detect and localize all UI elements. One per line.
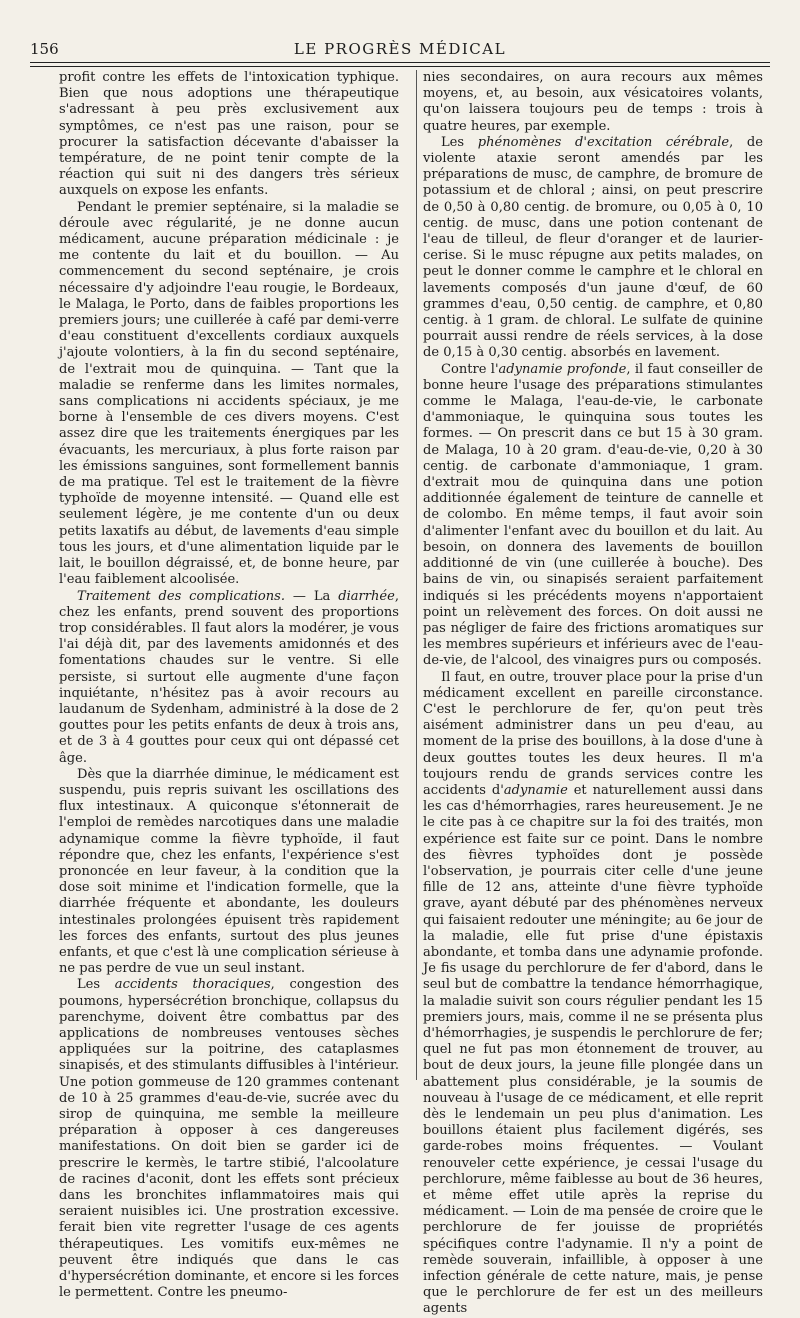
right-column — [423, 70, 763, 1318]
paragraph — [423, 670, 763, 1318]
term: diarrhée — [338, 588, 395, 604]
paragraph: profit contre les effets de l'intoxication typhique. Bien que nous adoptions une thérapeutique s'adressant à peu près exclusivement aux symptômes, ce n'est pas une raison, pour se procurer la satisfaction décevante d'abaisser la température, de ne point tenir compte de la réaction qui suit ni des dangers très sérieux auxquels on expose les enfants. — [59, 70, 399, 199]
paragraph: nies secondaires, on aura recours aux mêmes moyens, et, au besoin, aux vésicatoires volants, qu'on laissera toujours peu de temps : trois à quatre heures, par exemple. — [423, 70, 763, 134]
paragraph — [59, 977, 399, 1301]
text-run: et naturellement aussi dans les cas d'hémorrhagies, rares heureusement. Je ne le cite pas à ce chapitre sur la foi des traités, mon expérience est faite sur ce point. Dans le nombre des fièvres typhoïdes dont je possède l'observation, je pourrais citer celle d'une jeune fille de 12 ans, atteinte d'une fièvre typhoïde grave, ayant débuté par des phénomènes nerveux qui faisaient redouter une méningite; au 6e jour de la maladie, elle fut prise d'une épistaxis abondante, et tomba dans une adynamie profonde. Je fis usage du perchlorure de fer d'abord, dans le seul but de combattre la tendance hémorrhagique, la maladie suivit son cours régulier pendant les 15 premiers jours, mais, comme il ne se présenta plus d'hémorrhagies, je suspendis le perchlorure de fer; quel ne fut pas mon étonnement de trouver, au bout de deux jours, la jeune fille plongée dans un abattement plus considérable, je la soumis de nouveau à l'usage de ce médicament, et elle reprit dès le lendemain un peu plus d'animation. Les bouillons étaient plus facilement digérés, ses garde-robes moins fréquentes. — Voulant renouveler cette expérience, je cessai l'usage du perchlorure, même faiblesse au bout de 36 heures, et même effet utile après la reprise du médicament. — Loin de ma pensée de croire que le perchlorure de fer jouisse de propriétés spécifiques contre l'adynamie. Il n'y a point de remède souverain, infaillible, à opposer à une infection générale de cette nature, mais, je pense que le perchlorure de fer est un des meilleurs agents — [423, 782, 763, 1317]
header-rule-thick — [30, 62, 770, 63]
text-run: Contre l' — [441, 361, 499, 377]
term: accidents thoraciques — [114, 977, 271, 993]
text-run: Les — [77, 977, 115, 993]
text-run: , il faut conseiller de bonne heure l'usage des préparations stimulantes comme le Malaga, l'eau-de-vie, le carbonate d'ammoniaque, le quinquina sous toutes les formes. — On prescrit dans ce but 15 à 30 gram. de Malaga, 10 à 20 gram. d'eau-de-vie, 0,20 à 30 centig. de carbonate d'ammoniaque, 1 gram. d'extrait mou de quinquina dans une potion additionnée également de teinture de cannelle et de colombo. En même temps, il faut avoir soin d'alimenter l'enfant avec du bouillon et du lait. Au besoin, on donnera des lavements de bouillon additionné de vin (une cuillerée à bouche). Des bains de vin, ou sinapisés seraient parfaitement indiqués si les précédents moyens n'apportaient point un relèvement des forces. On doit aussi ne pas négliger de faire des frictions aromatiques sur les membres supérieurs et inférieurs avec de l'eau-de-vie, de l'alcool, des vinaigres purs ou composés. — [423, 361, 763, 669]
running-title: LE PROGRÈS MÉDICAL — [293, 40, 507, 58]
text-run: Il faut, en outre, trouver place pour la prise d'un médicament excellent en pareille circonstance. C'est le perchlorure de fer, qu'on peut très aisément administrer dans un peu d'eau, au moment de la prise des bouillons, à la dose d'une à deux gouttes toutes les deux heures. Il m'a toujours rendu de grands services contre les accidents d' — [423, 669, 763, 798]
paragraph — [423, 362, 763, 670]
term: phénomènes d'excitation cérébrale — [477, 134, 730, 150]
text-run: — La — [285, 588, 339, 604]
header-rule-thin — [30, 66, 770, 67]
page-number: 156 — [30, 40, 59, 58]
column-divider — [416, 70, 417, 1080]
paragraph — [423, 135, 763, 362]
paragraph — [59, 589, 399, 767]
term: adynamie profonde — [498, 361, 627, 377]
text-run: , de violente ataxie seront amendés par les préparations de musc, de camphre, de bromure de potassium et de chloral ; ainsi, on peut prescrire de 0,50 à 0,80 centig. de bromure, ou 0,05 à 0, 10 centig. de musc, dans une potion contenant de l'eau de tilleul, de fleur d'oranger et de laurier-cerise. Si le musc répugne aux petits malades, on peut le donner comme le camphre et le chloral en lavements composés d'un jaune d'œuf, de 60 grammes d'eau, 0,50 centig. de camphre, et 0,80 centig. à 1 gram. de chloral. Le sulfate de quinine pourrait aussi rendre de réels services, à la dose de 0,15 à 0,30 centig. absorbés en lavement. — [423, 134, 763, 361]
paragraph: Dès que la diarrhée diminue, le médicament est suspendu, puis repris suivant les oscillations des flux intestinaux. A quiconque s'étonnerait de l'emploi de remèdes narcotiques dans une maladie adynamique comme la fièvre typhoïde, il faut répondre que, chez les enfants, l'expérience s'est prononcée en leur faveur, à la condition que la dose soit minime et l'indication formelle, que la diarrhée fréquente et abondante, les douleurs intestinales prolongées épuisent très rapidement les forces des enfants, surtout des plus jeunes enfants, et que c'est là une complication sérieuse à ne pas perdre de vue un seul instant. — [59, 766, 399, 977]
text-run: Les — [441, 134, 478, 150]
paragraph: Pendant le premier septénaire, si la maladie se déroule avec régularité, je ne donne aucun médicament, aucune préparation médicinale : je me contente du lait et du bouillon. — Au commencement du second septénaire, je crois nécessaire d'y adjoindre l'eau rougie, le Bordeaux, le Malaga, le Porto, dans de faibles proportions les premiers jours; une cuillerée à café par demi-verre d'eau constituent d'excellents cordiaux auxquels j'ajoute volontiers, à la fin du second septénaire, de l'extrait mou de quinquina. — Tant que la maladie se renferme dans les limites normales, sans complications ni accidents spéciaux, je me borne à l'ensemble de ces divers moyens. C'est assez dire que les traitements énergiques par les évacuants, les mercuriaux, à plus forte raison par les émissions sanguines, sont formellement bannis de ma pratique. Tel est le traitement de la fièvre typhoïde de moyenne intensité. — Quand elle est seulement légère, je me contente d'un ou deux petits laxatifs au début, de lavements d'eau simple tous les jours, et d'une alimentation liquide par le lait, le bouillon dégraissé, et, de bonne heure, par l'eau faiblement alcoolisée. — [59, 199, 399, 588]
left-column — [59, 70, 399, 1301]
section-heading: Traitement des complications. — [77, 588, 286, 604]
text-run: , chez les enfants, prend souvent des proportions trop considérables. Il faut alors la modérer, je vous l'ai déjà dit, par des lavements amidonnés et des fomentations chaudes sur le ventre. Si elle persiste, si surtout elle augmente d'une façon inquiétante, n'hésitez pas à avoir recours au laudanum de Sydenham, administré à la dose de 2 gouttes pour les petits enfants de deux à trois ans, et de 3 à 4 gouttes pour ceux qui ont dépassé cet âge. — [59, 588, 399, 766]
term: adynamie — [503, 782, 568, 798]
text-run: , congestion des poumons, hypersécrétion bronchique, collapsus du parenchyme, doivent être combattus par des applications de nombreuses ventouses sèches appliquées sur la poitrine, des cataplasmes sinapisés, et des stimulants diffusibles à l'intérieur. Une potion gommeuse de 120 grammes contenant de 10 à 25 grammes d'eau-de-vie, sucrée avec du sirop de quinquina, me semble la meilleure préparation à opposer à ces dangereuses manifestations. On doit bien se garder ici de prescrire le kermès, le tartre stibié, l'alcoolature de racines d'aconit, dont les effets sont précieux dans les bronchites inflammatoires mais qui seraient nuisibles ici. Une prostration excessive. ferait bien vite regretter l'usage de ces agents thérapeutiques. Les vomitifs eux-mêmes ne peuvent être indiqués que dans le cas d'hypersécrétion dominante, et encore si les forces le permettent. Contre les pneumo- — [59, 977, 399, 1301]
